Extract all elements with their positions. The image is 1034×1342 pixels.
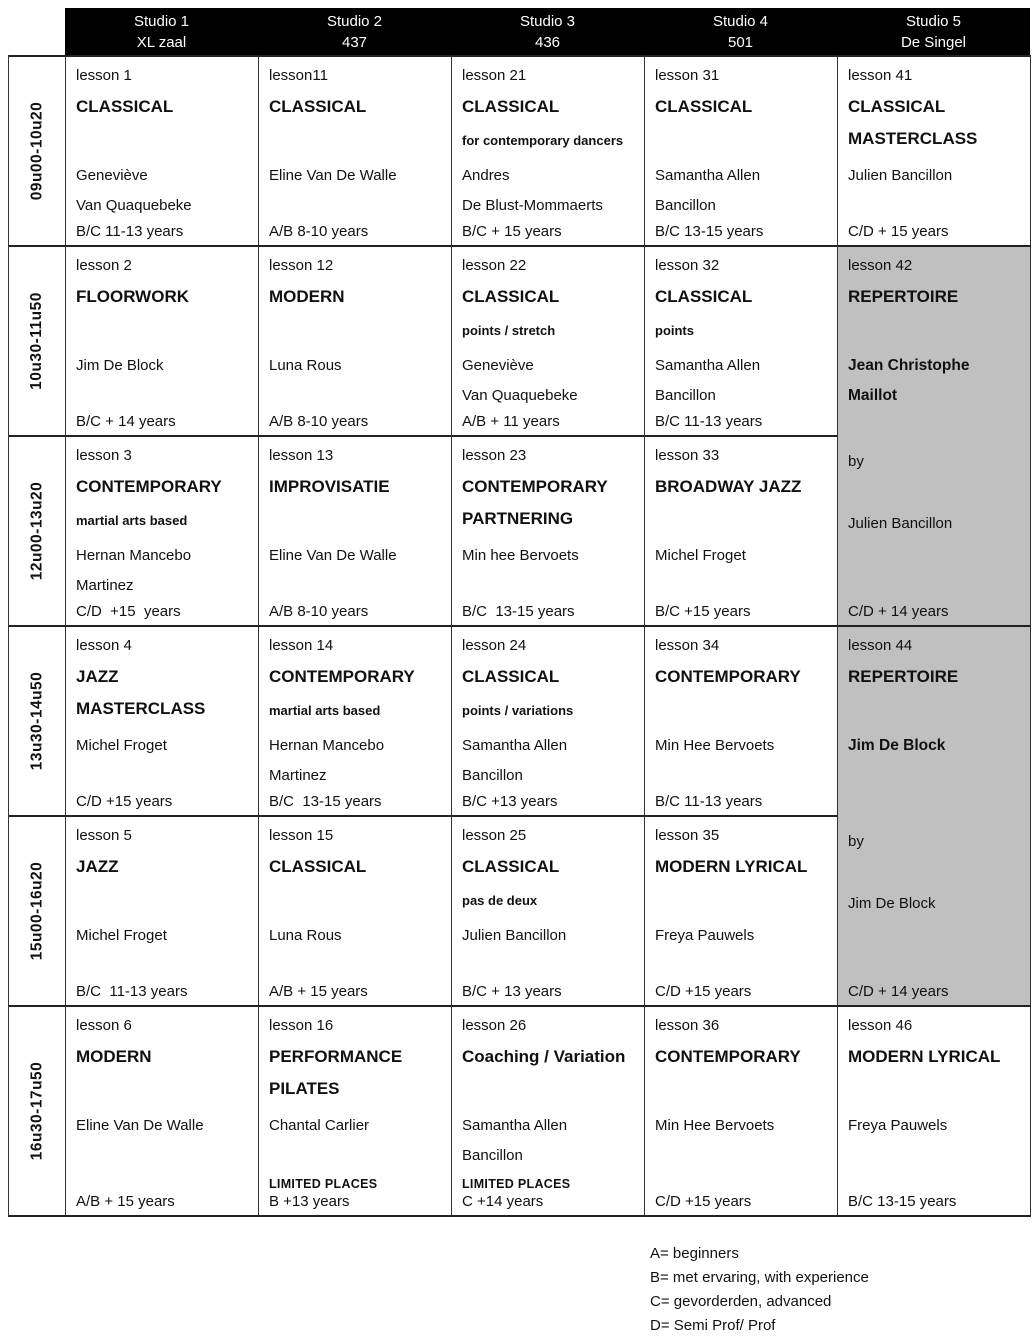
lesson-cell-lesson-42 (838, 245, 1031, 625)
lesson-number: lesson 31 (655, 67, 720, 84)
limited-places-note: LIMITED PLACES (462, 1177, 571, 1191)
time-slot-5 (9, 815, 66, 1005)
lesson-cell-lesson-2 (66, 245, 259, 435)
lesson-cell-lesson-22 (452, 245, 645, 435)
lesson-number: lesson 13 (269, 447, 334, 464)
lesson-cell-lesson-46 (838, 1005, 1031, 1215)
age-group: B/C + 14 years (76, 413, 176, 430)
lesson-title: REPERTOIRE (848, 667, 959, 686)
teacher-name: Bancillon (462, 1147, 523, 1164)
lesson-title: CLASSICAL (848, 97, 946, 116)
age-group: A/B 8-10 years (269, 223, 369, 240)
lesson-subtitle: pas de deux (462, 893, 538, 908)
age-group: B/C +15 years (655, 603, 751, 620)
level-legend (650, 1242, 869, 1338)
lesson-cell-lesson-44 (838, 625, 1031, 1005)
lesson-title: MODERN LYRICAL (848, 1047, 1001, 1066)
studio-name: Studio 1 (133, 12, 190, 30)
lesson-number: lesson 34 (655, 637, 720, 654)
lesson-number: lesson 24 (462, 637, 527, 654)
lesson-title: REPERTOIRE (848, 287, 959, 306)
lesson-title: MODERN (76, 1047, 152, 1066)
age-group: B/C + 13 years (462, 983, 562, 1000)
lesson-number: lesson 1 (76, 67, 132, 84)
lesson-cell-lesson-33 (645, 435, 838, 625)
lesson-cell-lesson11 (259, 55, 452, 245)
age-group: C/D + 14 years (848, 983, 949, 1000)
by-label: by (848, 453, 864, 470)
lesson-number: lesson 33 (655, 447, 720, 464)
lesson-title: Coaching / Variation (462, 1047, 626, 1066)
lesson-title: CLASSICAL (462, 97, 560, 116)
lesson-cell-lesson-13 (259, 435, 452, 625)
time-slot-3 (9, 435, 66, 625)
lesson-number: lesson 32 (655, 257, 720, 274)
lesson-title: CLASSICAL (269, 857, 367, 876)
lesson-cell-lesson-1 (66, 55, 259, 245)
teacher-name: Min Hee Bervoets (655, 1117, 775, 1134)
age-group: B/C 13-15 years (655, 223, 764, 240)
lesson-cell-lesson-31 (645, 55, 838, 245)
lesson-title: CLASSICAL (462, 857, 560, 876)
age-group: A/B + 11 years (462, 413, 560, 430)
lesson-cell-lesson-23 (452, 435, 645, 625)
studio-room: 436 (534, 33, 561, 51)
legend-line-b: B= met ervaring, with experience (650, 1269, 869, 1286)
age-group: B/C 13-15 years (848, 1193, 957, 1210)
lesson-number: lesson 5 (76, 827, 132, 844)
age-group: B/C +13 years (462, 793, 558, 810)
lesson-cell-lesson-35 (645, 815, 838, 1005)
lesson-title: CONTEMPORARY (462, 477, 608, 496)
studio-header-bar (65, 8, 1030, 55)
lesson-number: lesson 12 (269, 257, 334, 274)
lesson-cell-lesson-12 (259, 245, 452, 435)
lesson-cell-lesson-24 (452, 625, 645, 815)
teacher-name: Eline Van De Walle (269, 167, 397, 184)
age-group: C/D + 14 years (848, 603, 949, 620)
lesson-cell-lesson-6 (66, 1005, 259, 1215)
lesson-cell-lesson-41 (838, 55, 1031, 245)
teacher-name: Michel Froget (76, 927, 167, 944)
studio-room: XL zaal (136, 33, 187, 51)
teacher-name: Bancillon (655, 387, 716, 404)
lesson-number: lesson 42 (848, 257, 913, 274)
age-group: B/C 11-13 years (655, 413, 763, 430)
teacher-name: Freya Pauwels (848, 1117, 948, 1134)
lesson-cell-lesson-4 (66, 625, 259, 815)
lesson-number: lesson 2 (76, 257, 132, 274)
lesson-title: CLASSICAL (462, 667, 560, 686)
teacher-name: Bancillon (462, 767, 523, 784)
teacher-name: Van Quaquebeke (76, 197, 192, 214)
studio-name: Studio 2 (326, 12, 383, 30)
teacher-name: Chantal Carlier (269, 1117, 370, 1134)
teacher-name: Julien Bancillon (462, 927, 567, 944)
lesson-number: lesson 46 (848, 1017, 913, 1034)
lesson-cell-lesson-15 (259, 815, 452, 1005)
lesson-number: lesson 14 (269, 637, 334, 654)
teacher-name: Eline Van De Walle (76, 1117, 204, 1134)
teacher-name: Martinez (76, 577, 134, 594)
studio-room: 501 (727, 33, 754, 51)
teacher-name: Min hee Bervoets (462, 547, 579, 564)
lesson-subtitle: for contemporary dancers (462, 133, 624, 148)
teacher-name: Michel Froget (76, 737, 167, 754)
time-slot-label: 10u30-11u50 (28, 292, 45, 390)
age-group: A/B + 15 years (76, 1193, 175, 1210)
age-group: B/C 13-15 years (269, 793, 382, 810)
studio-header-3 (451, 8, 644, 55)
lesson-subtitle: points (655, 323, 694, 338)
lesson-number: lesson11 (269, 67, 328, 84)
limited-places-note: LIMITED PLACES (269, 1177, 378, 1191)
lesson-subtitle: martial arts based (269, 703, 381, 718)
teacher-name: Samantha Allen (462, 1117, 568, 1134)
time-slot-6 (9, 1005, 66, 1215)
lesson-title: CONTEMPORARY (655, 667, 801, 686)
time-slot-2 (9, 245, 66, 435)
lesson-cell-lesson-16 (259, 1005, 452, 1215)
lesson-title: JAZZ (76, 857, 119, 876)
legend-line-c: C= gevorderden, advanced (650, 1293, 832, 1310)
age-group: B/C 11-13 years (655, 793, 763, 810)
age-group: C/D +15 years (76, 793, 173, 810)
lesson-title: CLASSICAL (655, 97, 753, 116)
lesson-number: lesson 35 (655, 827, 720, 844)
lesson-number: lesson 41 (848, 67, 913, 84)
lesson-title: MODERN LYRICAL (655, 857, 808, 876)
legend-line-a: A= beginners (650, 1245, 739, 1262)
lesson-title: IMPROVISATIE (269, 477, 390, 496)
teacher-name: Eline Van De Walle (269, 547, 397, 564)
teacher-name: Geneviève (462, 357, 534, 374)
time-slot-1 (9, 55, 66, 245)
lesson-title: CONTEMPORARY (269, 667, 415, 686)
age-group: B/C 13-15 years (462, 603, 575, 620)
legend-line-d: D= Semi Prof/ Prof (650, 1317, 776, 1334)
choreographer-name: Jim De Block (848, 737, 946, 754)
lesson-number: lesson 44 (848, 637, 913, 654)
age-group: C +14 years (462, 1193, 544, 1210)
age-group: B/C 11-13 years (76, 983, 188, 1000)
teacher-name: De Blust-Mommaerts (462, 197, 603, 214)
lesson-number: lesson 15 (269, 827, 334, 844)
age-group: B/C + 15 years (462, 223, 562, 240)
lesson-title: FLOORWORK (76, 287, 190, 306)
studio-room: De Singel (900, 33, 967, 51)
age-group: A/B 8-10 years (269, 413, 369, 430)
teacher-name: Freya Pauwels (655, 927, 755, 944)
lesson-title: BROADWAY JAZZ (655, 477, 802, 496)
studio-header-2 (258, 8, 451, 55)
age-group: C/D +15 years (76, 603, 181, 620)
lesson-title: PILATES (269, 1079, 340, 1098)
age-group: B/C 11-13 years (76, 223, 184, 240)
age-group: C/D +15 years (655, 983, 752, 1000)
lesson-cell-lesson-26 (452, 1005, 645, 1215)
time-slot-label: 15u00-16u20 (28, 861, 45, 961)
studio-header-5 (837, 8, 1030, 55)
lesson-number: lesson 36 (655, 1017, 720, 1034)
lesson-title: CLASSICAL (462, 287, 560, 306)
lesson-number: lesson 3 (76, 447, 132, 464)
lesson-number: lesson 22 (462, 257, 527, 274)
teacher-name: Andres (462, 167, 510, 184)
lesson-title: PERFORMANCE (269, 1047, 403, 1066)
lesson-cell-lesson-5 (66, 815, 259, 1005)
lesson-subtitle: martial arts based (76, 513, 188, 528)
schedule-grid (8, 55, 1031, 1217)
lesson-number: lesson 25 (462, 827, 527, 844)
lesson-cell-lesson-25 (452, 815, 645, 1005)
lesson-title: MASTERCLASS (848, 129, 978, 148)
time-slot-label: 13u30-14u50 (28, 671, 45, 771)
teacher-name: Julien Bancillon (848, 515, 953, 532)
age-group: C/D + 15 years (848, 223, 949, 240)
lesson-title: CONTEMPORARY (76, 477, 222, 496)
choreographer-name: Maillot (848, 387, 898, 404)
lesson-subtitle: points / stretch (462, 323, 556, 338)
lesson-cell-lesson-34 (645, 625, 838, 815)
lesson-number: lesson 16 (269, 1017, 334, 1034)
time-slot-4 (9, 625, 66, 815)
lesson-title: CONTEMPORARY (655, 1047, 801, 1066)
teacher-name: Bancillon (655, 197, 716, 214)
studio-name: Studio 3 (519, 12, 576, 30)
teacher-name: Luna Rous (269, 927, 342, 944)
studio-name: Studio 5 (905, 12, 962, 30)
lesson-title: CLASSICAL (655, 287, 753, 306)
lesson-cell-lesson-36 (645, 1005, 838, 1215)
age-group: A/B 8-10 years (269, 603, 369, 620)
lesson-cell-lesson-14 (259, 625, 452, 815)
teacher-name: Luna Rous (269, 357, 342, 374)
choreographer-name: Jean Christophe (848, 357, 970, 374)
lesson-title: MODERN (269, 287, 345, 306)
teacher-name: Samantha Allen (655, 167, 761, 184)
time-slot-label: 16u30-17u50 (28, 1061, 45, 1161)
studio-room: 437 (341, 33, 368, 51)
age-group: A/B + 15 years (269, 983, 368, 1000)
teacher-name: Martinez (269, 767, 327, 784)
lesson-title: PARTNERING (462, 509, 574, 528)
by-label: by (848, 833, 864, 850)
lesson-title: JAZZ (76, 667, 119, 686)
lesson-title: MASTERCLASS (76, 699, 206, 718)
time-slot-label: 12u00-13u20 (28, 481, 45, 581)
lesson-number: lesson 23 (462, 447, 527, 464)
lesson-number: lesson 21 (462, 67, 527, 84)
lesson-subtitle: points / variations (462, 703, 574, 718)
teacher-name: Julien Bancillon (848, 167, 953, 184)
lesson-number: lesson 4 (76, 637, 132, 654)
age-group: C/D +15 years (655, 1193, 752, 1210)
teacher-name: Samantha Allen (462, 737, 568, 754)
studio-header-4 (644, 8, 837, 55)
lesson-cell-lesson-3 (66, 435, 259, 625)
teacher-name: Geneviève (76, 167, 148, 184)
teacher-name: Min Hee Bervoets (655, 737, 775, 754)
studio-header-1 (65, 8, 258, 55)
lesson-cell-lesson-21 (452, 55, 645, 245)
lesson-title: CLASSICAL (269, 97, 367, 116)
teacher-name: Van Quaquebeke (462, 387, 578, 404)
teacher-name: Michel Froget (655, 547, 746, 564)
age-group: B +13 years (269, 1193, 350, 1210)
studio-name: Studio 4 (712, 12, 769, 30)
teacher-name: Hernan Mancebo (76, 547, 192, 564)
lesson-cell-lesson-32 (645, 245, 838, 435)
lesson-number: lesson 26 (462, 1017, 527, 1034)
teacher-name: Samantha Allen (655, 357, 761, 374)
teacher-name: Hernan Mancebo (269, 737, 385, 754)
lesson-number: lesson 6 (76, 1017, 132, 1034)
lesson-title: CLASSICAL (76, 97, 174, 116)
time-slot-label: 09u00-10u20 (28, 101, 45, 201)
teacher-name: Jim De Block (848, 895, 936, 912)
teacher-name: Jim De Block (76, 357, 164, 374)
